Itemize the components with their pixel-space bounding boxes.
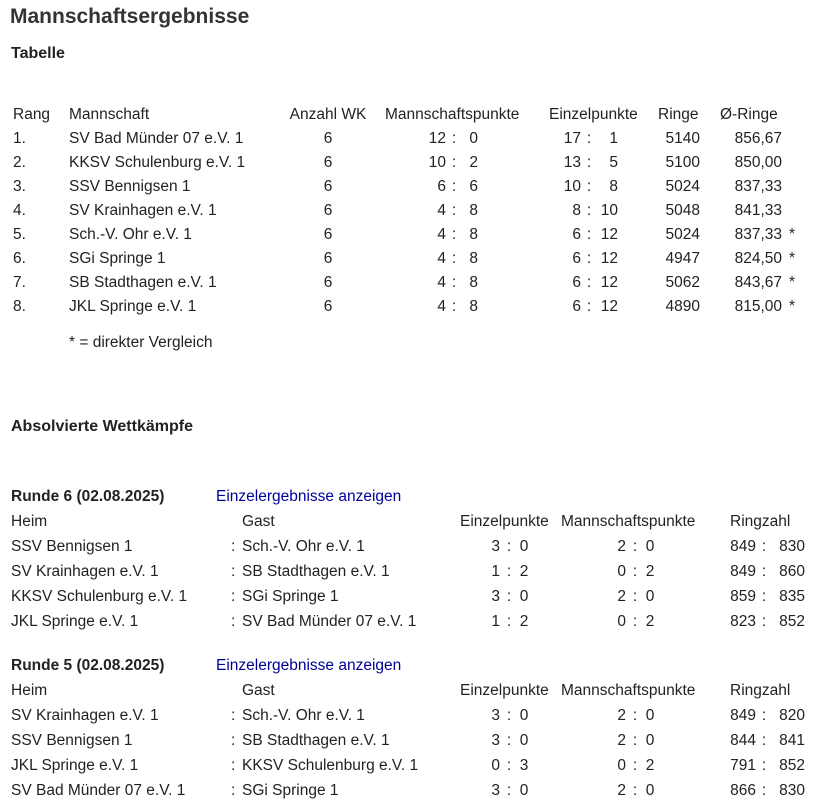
score-separator: : (451, 202, 457, 219)
match-row (0, 732, 820, 752)
score-separator: : (761, 538, 767, 555)
team-separator: : (231, 732, 236, 749)
score-separator: : (586, 274, 592, 291)
rings-average: 843,67 (734, 274, 782, 291)
rank-cell: 3. (13, 178, 26, 195)
team-points-guest: 0 (645, 707, 655, 724)
rings-guest: 830 (779, 538, 805, 555)
single-points-home: 3 (491, 732, 500, 749)
team-separator: : (231, 538, 236, 555)
team-points-won: 4 (437, 250, 446, 267)
direct-comparison-mark: * (789, 250, 796, 267)
home-team: KKSV Schulenburg e.V. 1 (11, 588, 188, 605)
team-name: JKL Springe e.V. 1 (69, 298, 197, 315)
single-points-home: 0 (491, 757, 500, 774)
single-points-home: 1 (491, 563, 500, 580)
team-points-lost: 8 (469, 250, 478, 267)
standings-row (0, 178, 820, 198)
wk-count: 6 (323, 154, 333, 171)
team-name: SV Bad Münder 07 e.V. 1 (69, 130, 244, 147)
single-points-won: 17 (563, 130, 581, 147)
score-separator: : (506, 613, 512, 630)
score-separator: : (451, 226, 457, 243)
single-results-link[interactable]: Einzelergebnisse anzeigen (216, 488, 402, 505)
rank-cell: 8. (13, 298, 26, 315)
team-points-lost: 6 (469, 178, 478, 195)
rings-average: 850,00 (734, 154, 782, 171)
team-points-home: 2 (617, 707, 626, 724)
team-points-guest: 0 (645, 588, 655, 605)
rings-guest: 835 (779, 588, 805, 605)
rings-guest: 820 (779, 707, 805, 724)
single-points-guest: 3 (519, 757, 529, 774)
score-separator: : (632, 757, 638, 774)
header-o-ringe: Ø-Ringe (720, 106, 778, 123)
header-mannschaftspunkte: Mannschaftspunkte (561, 513, 696, 530)
team-points-home: 2 (617, 538, 626, 555)
score-separator: : (506, 538, 512, 555)
direct-comparison-mark: * (789, 298, 796, 315)
team-points-guest: 0 (645, 732, 655, 749)
direct-comparison-mark: * (789, 274, 796, 291)
rings-total: 5100 (665, 154, 700, 171)
team-name: SSV Bennigsen 1 (69, 178, 191, 195)
rings-total: 5140 (665, 130, 700, 147)
team-points-guest: 0 (645, 538, 655, 555)
team-name: SV Krainhagen e.V. 1 (69, 202, 217, 219)
score-separator: : (586, 250, 592, 267)
guest-team: SGi Springe 1 (242, 782, 339, 799)
single-points-won: 6 (572, 274, 581, 291)
single-points-home: 1 (491, 613, 500, 630)
match-row (0, 563, 820, 583)
single-points-won: 8 (572, 202, 581, 219)
guest-team: SB Stadthagen e.V. 1 (242, 732, 390, 749)
team-name: Sch.-V. Ohr e.V. 1 (69, 226, 192, 243)
team-separator: : (231, 707, 236, 724)
guest-team: Sch.-V. Ohr e.V. 1 (242, 707, 365, 724)
header-ringzahl: Ringzahl (730, 682, 791, 699)
home-team: SV Bad Münder 07 e.V. 1 (11, 782, 186, 799)
rank-cell: 5. (13, 226, 26, 243)
single-points-won: 13 (563, 154, 581, 171)
single-points-guest: 0 (519, 782, 529, 799)
single-points-lost: 12 (600, 298, 618, 315)
score-separator: : (586, 178, 592, 195)
header-rang: Rang (13, 106, 51, 123)
rings-guest: 852 (779, 757, 805, 774)
match-row (0, 782, 820, 802)
single-points-lost: 1 (609, 130, 618, 147)
score-separator: : (451, 154, 457, 171)
score-separator: : (451, 130, 457, 147)
rings-home: 844 (730, 732, 756, 749)
score-separator: : (761, 707, 767, 724)
score-separator: : (632, 707, 638, 724)
score-separator: : (506, 732, 512, 749)
home-team: SV Krainhagen e.V. 1 (11, 707, 159, 724)
round-header-row (0, 513, 820, 533)
match-row (0, 707, 820, 727)
rings-home: 791 (730, 757, 756, 774)
score-separator: : (451, 274, 457, 291)
team-points-won: 12 (428, 130, 446, 147)
standings-header-row (0, 106, 820, 126)
score-separator: : (761, 782, 767, 799)
team-points-home: 0 (617, 613, 626, 630)
single-points-guest: 2 (519, 613, 529, 630)
team-points-guest: 2 (645, 757, 655, 774)
rank-cell: 6. (13, 250, 26, 267)
header-heim: Heim (11, 682, 48, 699)
score-separator: : (506, 588, 512, 605)
guest-team: SB Stadthagen e.V. 1 (242, 563, 390, 580)
standings-row (0, 274, 820, 294)
team-separator: : (231, 782, 236, 799)
score-separator: : (451, 250, 457, 267)
match-row (0, 538, 820, 558)
rings-guest: 841 (779, 732, 805, 749)
rank-cell: 7. (13, 274, 26, 291)
single-points-won: 10 (563, 178, 581, 195)
guest-team: Sch.-V. Ohr e.V. 1 (242, 538, 365, 555)
rank-cell: 1. (13, 130, 26, 147)
score-separator: : (586, 226, 592, 243)
team-points-won: 4 (437, 298, 446, 315)
rings-average: 841,33 (734, 202, 782, 219)
rings-guest: 830 (779, 782, 805, 799)
guest-team: KKSV Schulenburg e.V. 1 (242, 757, 419, 774)
round-title-row (0, 657, 820, 677)
team-points-guest: 2 (645, 563, 655, 580)
wk-count: 6 (323, 250, 333, 267)
score-separator: : (632, 613, 638, 630)
home-team: JKL Springe e.V. 1 (11, 613, 139, 630)
standings-row (0, 130, 820, 150)
wk-count: 6 (323, 130, 333, 147)
single-points-home: 3 (491, 538, 500, 555)
team-points-lost: 8 (469, 298, 478, 315)
score-separator: : (632, 563, 638, 580)
team-points-home: 2 (617, 732, 626, 749)
score-separator: : (586, 298, 592, 315)
rings-guest: 860 (779, 563, 805, 580)
single-points-won: 6 (572, 250, 581, 267)
score-separator: : (506, 782, 512, 799)
team-separator: : (231, 757, 236, 774)
rings-average: 824,50 (734, 250, 782, 267)
team-points-home: 2 (617, 588, 626, 605)
score-separator: : (451, 298, 457, 315)
home-team: SSV Bennigsen 1 (11, 732, 133, 749)
score-separator: : (506, 707, 512, 724)
rank-cell: 2. (13, 154, 26, 171)
standings-footnote: * = direkter Vergleich (69, 334, 213, 351)
team-points-won: 10 (428, 154, 446, 171)
team-points-lost: 8 (469, 274, 478, 291)
team-points-lost: 8 (469, 226, 478, 243)
guest-team: SV Bad Münder 07 e.V. 1 (242, 613, 417, 630)
score-separator: : (586, 130, 592, 147)
single-points-guest: 0 (519, 538, 529, 555)
score-separator: : (506, 757, 512, 774)
team-points-lost: 0 (469, 130, 478, 147)
single-points-guest: 0 (519, 707, 529, 724)
rings-home: 866 (730, 782, 756, 799)
score-separator: : (632, 732, 638, 749)
round-header-row (0, 682, 820, 702)
match-row (0, 588, 820, 608)
standings-row (0, 250, 820, 270)
team-name: SB Stadthagen e.V. 1 (69, 274, 217, 291)
rings-average: 815,00 (734, 298, 782, 315)
team-points-won: 4 (437, 226, 446, 243)
match-row (0, 613, 820, 633)
header-ringe: Ringe (658, 106, 699, 123)
single-points-won: 6 (572, 298, 581, 315)
single-points-lost: 12 (600, 226, 618, 243)
header-gast: Gast (242, 682, 275, 699)
score-separator: : (506, 563, 512, 580)
header-heim: Heim (11, 513, 48, 530)
rings-total: 5062 (665, 274, 700, 291)
team-name: SGi Springe 1 (69, 250, 166, 267)
wk-count: 6 (323, 202, 333, 219)
single-points-won: 6 (572, 226, 581, 243)
single-points-home: 3 (491, 782, 500, 799)
team-points-guest: 0 (645, 782, 655, 799)
team-points-home: 0 (617, 563, 626, 580)
rings-home: 849 (730, 563, 756, 580)
single-points-home: 3 (491, 588, 500, 605)
rings-average: 837,33 (734, 178, 782, 195)
team-separator: : (231, 613, 236, 630)
wk-count: 6 (323, 274, 333, 291)
team-name: KKSV Schulenburg e.V. 1 (69, 154, 246, 171)
standings-row (0, 154, 820, 174)
rings-average: 856,67 (734, 130, 782, 147)
wk-count: 6 (323, 178, 333, 195)
rings-home: 849 (730, 538, 756, 555)
rings-home: 849 (730, 707, 756, 724)
guest-team: SGi Springe 1 (242, 588, 339, 605)
single-points-lost: 12 (600, 274, 618, 291)
single-points-guest: 0 (519, 732, 529, 749)
header-mannschaftspunkte: Mannschaftspunkte (561, 682, 696, 699)
team-points-home: 2 (617, 782, 626, 799)
header-einzelpunkte: Einzelpunkte (549, 106, 638, 123)
score-separator: : (632, 538, 638, 555)
rings-total: 5024 (665, 226, 700, 243)
team-points-home: 0 (617, 757, 626, 774)
home-team: SV Krainhagen e.V. 1 (11, 563, 159, 580)
score-separator: : (761, 563, 767, 580)
rings-home: 859 (730, 588, 756, 605)
rings-average: 837,33 (734, 226, 782, 243)
team-points-won: 4 (437, 274, 446, 291)
match-row (0, 757, 820, 777)
standings-title: Tabelle (11, 45, 65, 62)
round-title: Runde 5 (02.08.2025) (11, 657, 165, 674)
single-points-lost: 12 (600, 250, 618, 267)
round-title-row (0, 488, 820, 508)
team-points-won: 4 (437, 202, 446, 219)
rank-cell: 4. (13, 202, 26, 219)
team-separator: : (231, 588, 236, 605)
wk-count: 6 (323, 226, 333, 243)
score-separator: : (451, 178, 457, 195)
single-points-lost: 10 (600, 202, 618, 219)
single-points-lost: 8 (609, 178, 618, 195)
wk-count: 6 (323, 298, 333, 315)
single-points-home: 3 (491, 707, 500, 724)
single-results-link[interactable]: Einzelergebnisse anzeigen (216, 657, 402, 674)
header-einzelpunkte: Einzelpunkte (460, 682, 549, 699)
standings-row (0, 226, 820, 246)
home-team: JKL Springe e.V. 1 (11, 757, 139, 774)
team-points-lost: 2 (469, 154, 478, 171)
team-separator: : (231, 563, 236, 580)
home-team: SSV Bennigsen 1 (11, 538, 133, 555)
header-anzahl-wk: Anzahl WK (289, 106, 367, 123)
direct-comparison-mark: * (789, 226, 796, 243)
team-points-guest: 2 (645, 613, 655, 630)
score-separator: : (632, 588, 638, 605)
single-points-lost: 5 (609, 154, 618, 171)
page-title: Mannschaftsergebnisse (10, 5, 250, 28)
header-einzelpunkte: Einzelpunkte (460, 513, 549, 530)
score-separator: : (586, 202, 592, 219)
rings-total: 4890 (665, 298, 700, 315)
score-separator: : (586, 154, 592, 171)
matches-title: Absolvierte Wettkämpfe (11, 418, 193, 435)
rings-total: 5048 (665, 202, 700, 219)
header-gast: Gast (242, 513, 275, 530)
header-mannschaft: Mannschaft (69, 106, 150, 123)
score-separator: : (761, 732, 767, 749)
score-separator: : (761, 757, 767, 774)
score-separator: : (632, 782, 638, 799)
round-title: Runde 6 (02.08.2025) (11, 488, 165, 505)
score-separator: : (761, 588, 767, 605)
team-points-lost: 8 (469, 202, 478, 219)
header-ringzahl: Ringzahl (730, 513, 791, 530)
team-points-won: 6 (437, 178, 446, 195)
single-points-guest: 0 (519, 588, 529, 605)
standings-row (0, 298, 820, 318)
single-points-guest: 2 (519, 563, 529, 580)
rings-home: 823 (730, 613, 756, 630)
standings-row (0, 202, 820, 222)
header-mannschaftspunkte: Mannschaftspunkte (385, 106, 520, 123)
score-separator: : (761, 613, 767, 630)
rings-total: 5024 (665, 178, 700, 195)
rings-total: 4947 (665, 250, 700, 267)
rings-guest: 852 (779, 613, 805, 630)
